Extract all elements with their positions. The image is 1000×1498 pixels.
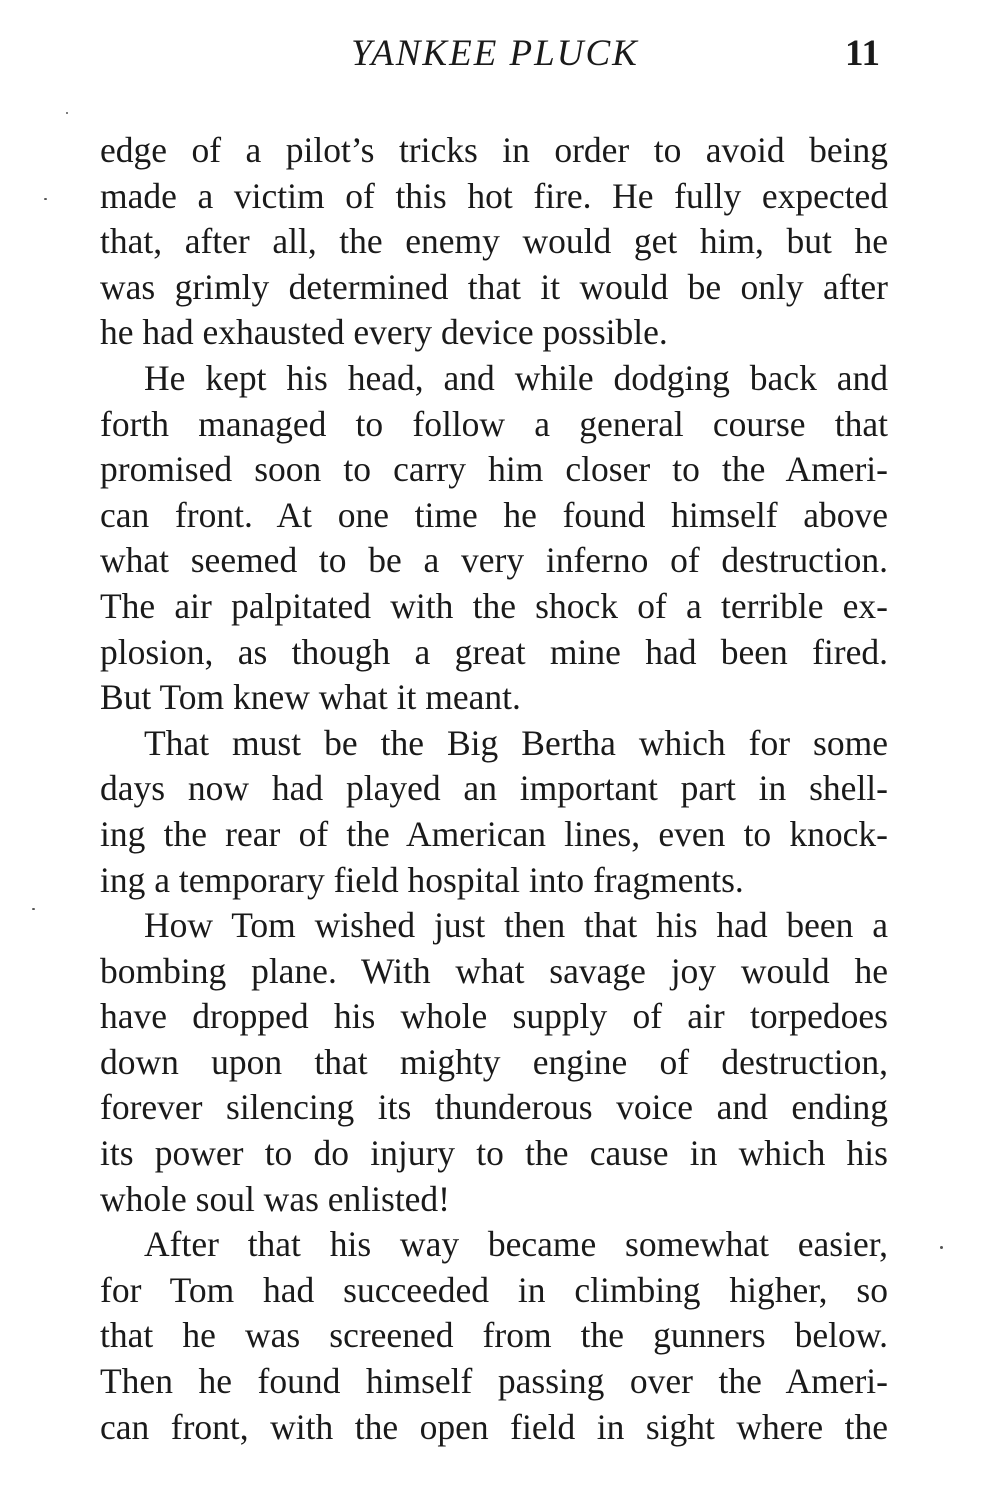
- body-text: [100, 128, 888, 1450]
- text-line: have dropped his whole supply of air torpedoes: [100, 996, 888, 1037]
- text-line: its power to do injury to the cause in which his: [100, 1133, 888, 1174]
- text-line: forth managed to follow a general course that: [100, 403, 888, 444]
- text-line: Then he found himself passing over the Ameri-: [100, 1361, 888, 1402]
- text-line: for Tom had succeeded in climbing higher, so: [100, 1269, 888, 1310]
- text-line: But Tom knew what it meant.: [100, 677, 521, 718]
- scan-speck: [940, 1246, 943, 1249]
- running-head-title: YANKEE PLUCK: [351, 33, 639, 74]
- text-line: he had exhausted every device possible.: [100, 312, 668, 353]
- text-line: That must be the Big Bertha which for some: [144, 722, 888, 763]
- text-line: what seemed to be a very inferno of destruction.: [100, 540, 888, 581]
- text-line: bombing plane. With what savage joy would he: [100, 950, 888, 991]
- text-line: edge of a pilot’s tricks in order to avoid being: [100, 130, 888, 170]
- text-line: down upon that mighty engine of destruction,: [100, 1041, 888, 1082]
- text-line: The air palpitated with the shock of a terrible ex-: [100, 585, 888, 626]
- text-line: After that his way became somewhat easier,: [144, 1224, 888, 1265]
- text-line: whole soul was enlisted!: [100, 1178, 451, 1219]
- scan-speck: [32, 908, 35, 910]
- text-line: made a victim of this hot fire. He fully expected: [100, 175, 888, 216]
- page-number: 11: [845, 33, 880, 74]
- text-line: ing the rear of the American lines, even to knock-: [100, 813, 888, 854]
- running-head: [100, 32, 890, 76]
- scan-speck: [66, 112, 68, 114]
- text-line: can front. At one time he found himself above: [100, 494, 888, 535]
- text-line: promised soon to carry him closer to the Ameri-: [100, 449, 888, 490]
- text-line: can front, with the open field in sight where the: [100, 1406, 888, 1447]
- text-line: How Tom wished just then that his had been a: [144, 905, 888, 946]
- text-line: was grimly determined that it would be only after: [100, 266, 888, 307]
- text-line: He kept his head, and while dodging back and: [144, 357, 888, 398]
- text-line: that he was screened from the gunners below.: [100, 1315, 888, 1356]
- text-line: that, after all, the enemy would get him, but he: [100, 221, 888, 262]
- scan-speck: [44, 198, 47, 200]
- text-line: forever silencing its thunderous voice and ending: [100, 1087, 888, 1128]
- text-line: ing a temporary field hospital into fragments.: [100, 859, 744, 900]
- text-line: plosion, as though a great mine had been fired.: [100, 631, 888, 672]
- text-line: days now had played an important part in shell-: [100, 768, 888, 809]
